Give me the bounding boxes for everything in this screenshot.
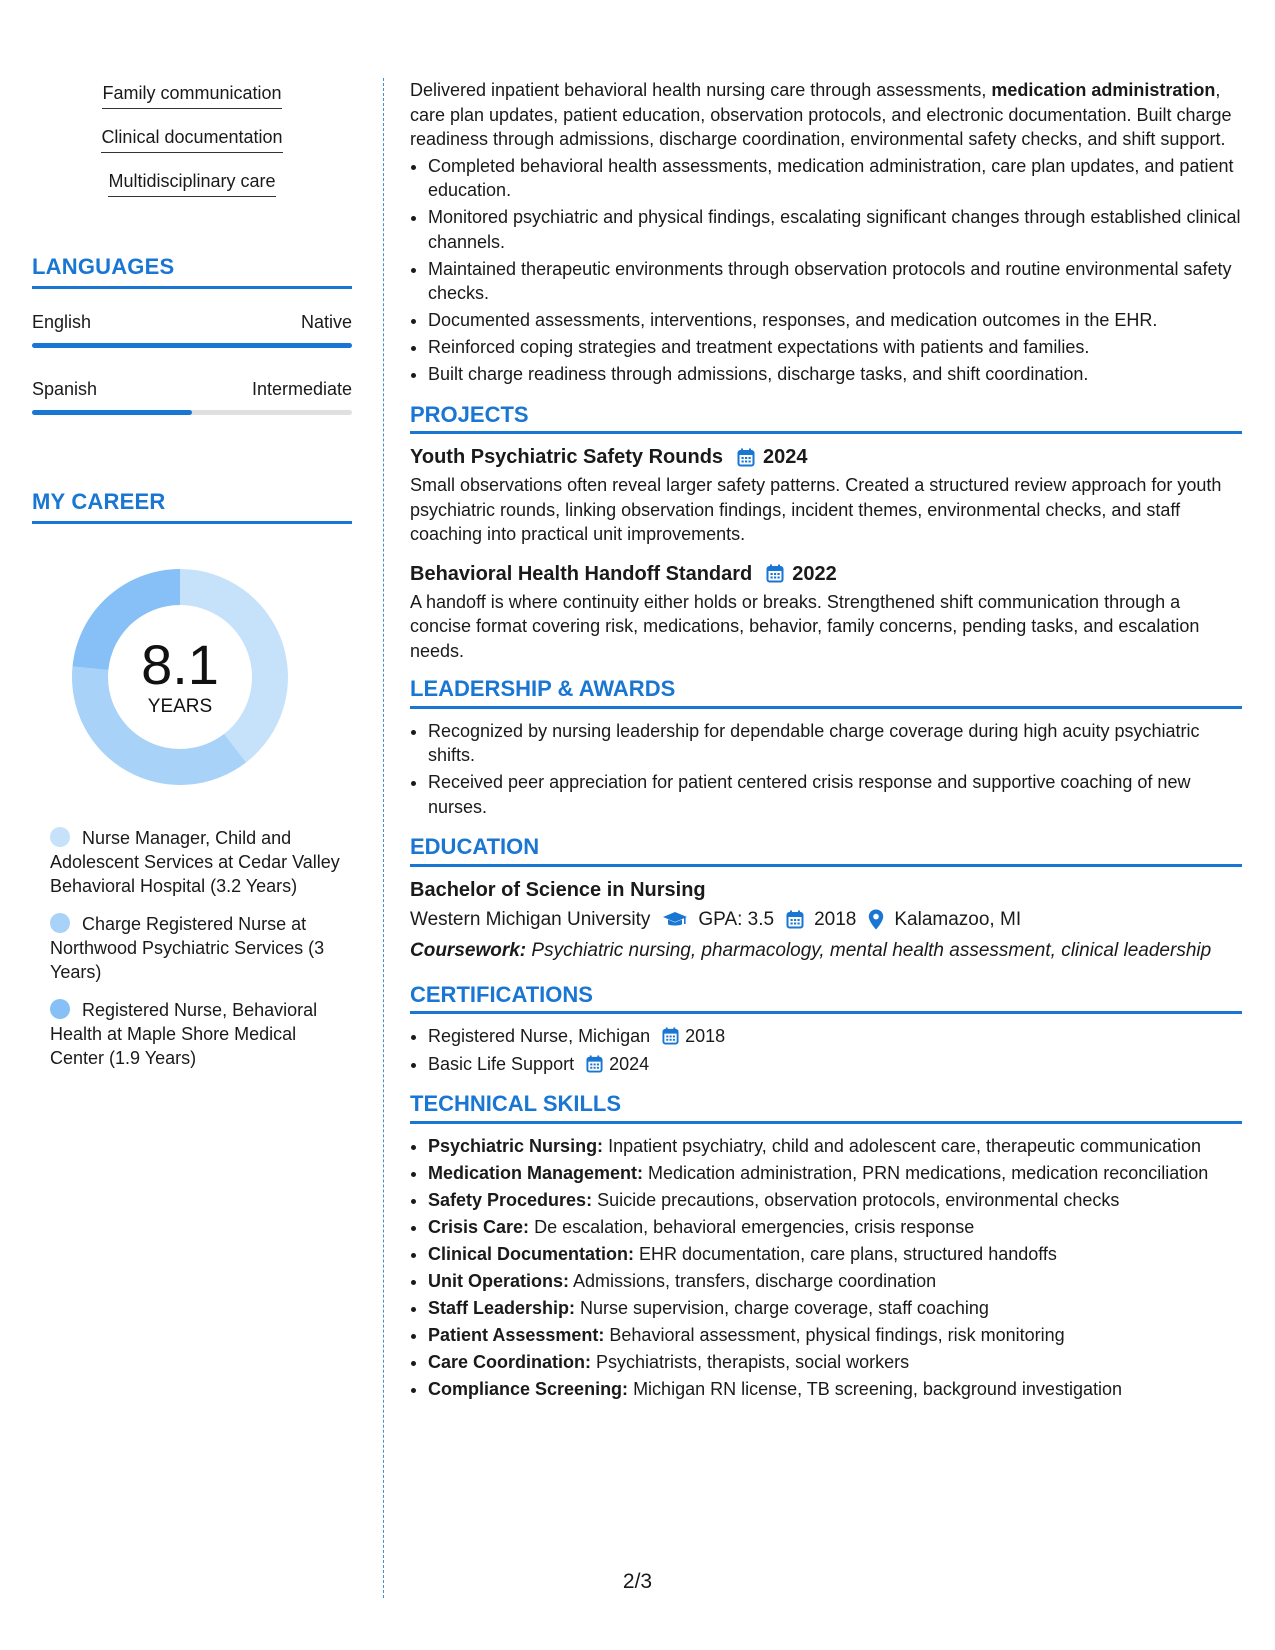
technical-skill-label: Staff Leadership:: [428, 1297, 576, 1318]
certification-item: [428, 1052, 1242, 1077]
leadership-bullets: [410, 719, 1242, 820]
list-item: • Recognized by nursing leadership for dependable charge coverage during high acuity psychiatric shifts.: [428, 719, 1242, 768]
donut-center: [65, 562, 295, 792]
technical-skill-item: [428, 1323, 1242, 1348]
career-role: [50, 998, 340, 1070]
technical-skill-value: Admissions, transfers, discharge coordination: [569, 1270, 937, 1291]
summary-text: Delivered inpatient behavioral health nursing care through assessments,: [410, 80, 992, 100]
summary-text: , care plan updates, patient education, observation protocols, and electronic documentation. Built charge readiness through admissions, discharge coordination, environmental safety checks, and shift support.: [410, 80, 1232, 149]
languages-list: [32, 311, 352, 415]
technical-skill-item: [428, 1188, 1242, 1213]
technical-skill-label: Crisis Care:: [428, 1216, 530, 1237]
technical-skill-value: Michigan RN license, TB screening, background investigation: [628, 1378, 1122, 1399]
technical-skill-value: Inpatient psychiatry, child and adolescent care, therapeutic communication: [603, 1135, 1202, 1156]
career-role-label: Charge Registered Nurse at Northwood Psychiatric Services (3 Years): [50, 914, 325, 982]
language-name: Spanish: [32, 379, 98, 399]
certification-item: [428, 1024, 1242, 1049]
career-donut: [65, 562, 295, 792]
experience-bullets: [410, 154, 1242, 387]
list-item: • Received peer appreciation for patient centered crisis response and supportive coaching of new nurses.: [428, 770, 1242, 819]
gpa: GPA: 3.5: [698, 908, 775, 930]
right-column: [410, 78, 1242, 1404]
technical-skill-label: Safety Procedures:: [428, 1189, 593, 1210]
project-item: [410, 444, 1242, 547]
career-total-unit: YEARS: [147, 696, 213, 717]
technical-skill-item: [428, 1242, 1242, 1267]
language-bar-fill: [32, 343, 352, 348]
page-number: 2/3: [622, 1570, 653, 1593]
technical-skill-item: [428, 1269, 1242, 1294]
calendar-icon: [786, 910, 804, 929]
language-bar-fill: [32, 410, 192, 415]
project-year: 2024: [763, 446, 808, 468]
technical-skill-value: Psychiatrists, therapists, social workers: [591, 1351, 910, 1372]
technical-skill-label: Psychiatric Nursing:: [428, 1135, 604, 1156]
technical-skill-value: EHR documentation, care plans, structured handoffs: [634, 1243, 1057, 1264]
list-item: • Monitored psychiatric and physical findings, escalating significant changes through established clinical channels.: [428, 205, 1242, 254]
list-item: • Maintained therapeutic environments through observation protocols and routine environmental safety checks.: [428, 257, 1242, 306]
certifications-list: [410, 1024, 1242, 1076]
language-bar: [32, 343, 352, 348]
technical-skill-item: [428, 1134, 1242, 1159]
graduation-cap-icon: [662, 911, 688, 929]
calendar-icon: [586, 1055, 603, 1073]
technical-skill-label: Clinical Documentation:: [428, 1243, 635, 1264]
career-role: [50, 912, 340, 984]
left-column: [32, 82, 352, 1084]
technical-skills-list: [410, 1134, 1242, 1402]
language-item: [32, 311, 352, 348]
certification-name: • Registered Nurse, Michigan: [428, 1026, 651, 1046]
degree-title: Bachelor of Science in Nursing: [410, 878, 706, 901]
technical-skill-label: Compliance Screening:: [428, 1378, 629, 1399]
list-item: • Built charge readiness through admissions, discharge tasks, and shift coordination.: [428, 362, 1242, 387]
career-role-label: Registered Nurse, Behavioral Health at Maple Shore Medical Center (1.9 Years): [50, 1000, 318, 1068]
list-item: • Documented assessments, interventions, responses, and medication outcomes in the EHR.: [428, 308, 1242, 333]
project-year: 2022: [792, 562, 837, 585]
technical-skill-value: Nurse supervision, charge coverage, staff coaching: [575, 1297, 989, 1318]
project-item: [410, 561, 1242, 664]
graduation-year: 2018: [814, 908, 857, 930]
coursework-text: Psychiatric nursing, pharmacology, mental health assessment, clinical leadership: [526, 939, 1212, 961]
certification-name: • Basic Life Support: [428, 1053, 575, 1074]
calendar-icon: [766, 564, 784, 583]
certification-year: 2018: [685, 1026, 726, 1046]
education-heading: EDUCATION: [410, 835, 1242, 867]
project-description: A handoff is where continuity either holds or breaks. Strengthened shift communication through a concise format covering risk, medications, behavior, family concerns, pending tasks, and escalation needs.: [410, 591, 1200, 661]
legend-dot-icon: [50, 913, 70, 933]
language-name: English: [32, 312, 92, 332]
technical-skill-item: [428, 1215, 1242, 1240]
list-item: • Completed behavioral health assessments, medication administration, care plan updates, and patient education.: [428, 154, 1242, 203]
career-legend: [50, 826, 340, 1070]
certification-year: 2024: [609, 1053, 650, 1074]
skill-tag: Clinical documentation: [101, 126, 282, 153]
technical-skill-label: Care Coordination:: [428, 1351, 592, 1372]
school-name: Western Michigan University: [410, 908, 651, 930]
project-title: Behavioral Health Handoff Standard: [410, 562, 753, 585]
technical-skill-label: Patient Assessment:: [428, 1324, 605, 1345]
technical-skill-label: Medication Management:: [428, 1162, 644, 1183]
skill-tags: [32, 82, 352, 214]
career-total-value: 8.1: [141, 633, 219, 696]
leadership-heading: LEADERSHIP & AWARDS: [410, 677, 1242, 709]
language-bar: [32, 410, 352, 415]
technical-skill-item: [428, 1296, 1242, 1321]
calendar-icon: [737, 448, 755, 467]
project-description: Small observations often reveal larger safety patterns. Created a structured review approach for youth psychiatric rounds, linking observation findings, incident themes, environmental checks, and staff coaching into practical unit improvements.: [410, 475, 1222, 544]
skill-tag: Family communication: [102, 82, 281, 109]
calendar-icon: [662, 1027, 679, 1045]
technical-skill-item: [428, 1377, 1242, 1402]
career-role-label: Nurse Manager, Child and Adolescent Services at Cedar Valley Behavioral Hospital (3.2 Years): [50, 828, 340, 896]
technical-skill-value: Suicide precautions, observation protocols, environmental checks: [592, 1189, 1120, 1210]
technical-skills-heading: TECHNICAL SKILLS: [410, 1092, 1242, 1124]
technical-skill-value: De escalation, behavioral emergencies, crisis response: [529, 1216, 975, 1237]
summary-bold-text: medication administration: [991, 80, 1216, 100]
certifications-heading: CERTIFICATIONS: [410, 983, 1242, 1015]
language-level: Intermediate: [251, 379, 352, 399]
career-role: [50, 826, 340, 898]
coursework-label: Coursework:: [410, 939, 527, 961]
language-level: Native: [300, 312, 352, 332]
technical-skill-label: Unit Operations:: [428, 1270, 570, 1291]
column-divider: [383, 78, 384, 1598]
education-item: [410, 877, 1242, 963]
experience-summary: [410, 78, 1242, 152]
technical-skill-item: [428, 1161, 1242, 1186]
career-heading: MY CAREER: [32, 489, 352, 524]
location-pin-icon: [868, 909, 884, 930]
language-item: [32, 378, 352, 415]
technical-skill-value: Medication administration, PRN medications, medication reconciliation: [643, 1162, 1209, 1183]
list-item: • Reinforced coping strategies and treatment expectations with patients and families.: [428, 335, 1242, 360]
education-meta: [410, 905, 1242, 935]
project-title: Youth Psychiatric Safety Rounds: [410, 446, 724, 468]
projects-heading: PROJECTS: [410, 403, 1242, 435]
languages-heading: LANGUAGES: [32, 254, 352, 289]
legend-dot-icon: [50, 827, 70, 847]
technical-skill-value: Behavioral assessment, physical findings, risk monitoring: [604, 1324, 1065, 1345]
coursework: [410, 939, 1242, 963]
legend-dot-icon: [50, 999, 70, 1019]
skill-tag: Multidisciplinary care: [108, 170, 275, 197]
school-location: Kalamazoo, MI: [894, 908, 1022, 930]
technical-skill-item: [428, 1350, 1242, 1375]
